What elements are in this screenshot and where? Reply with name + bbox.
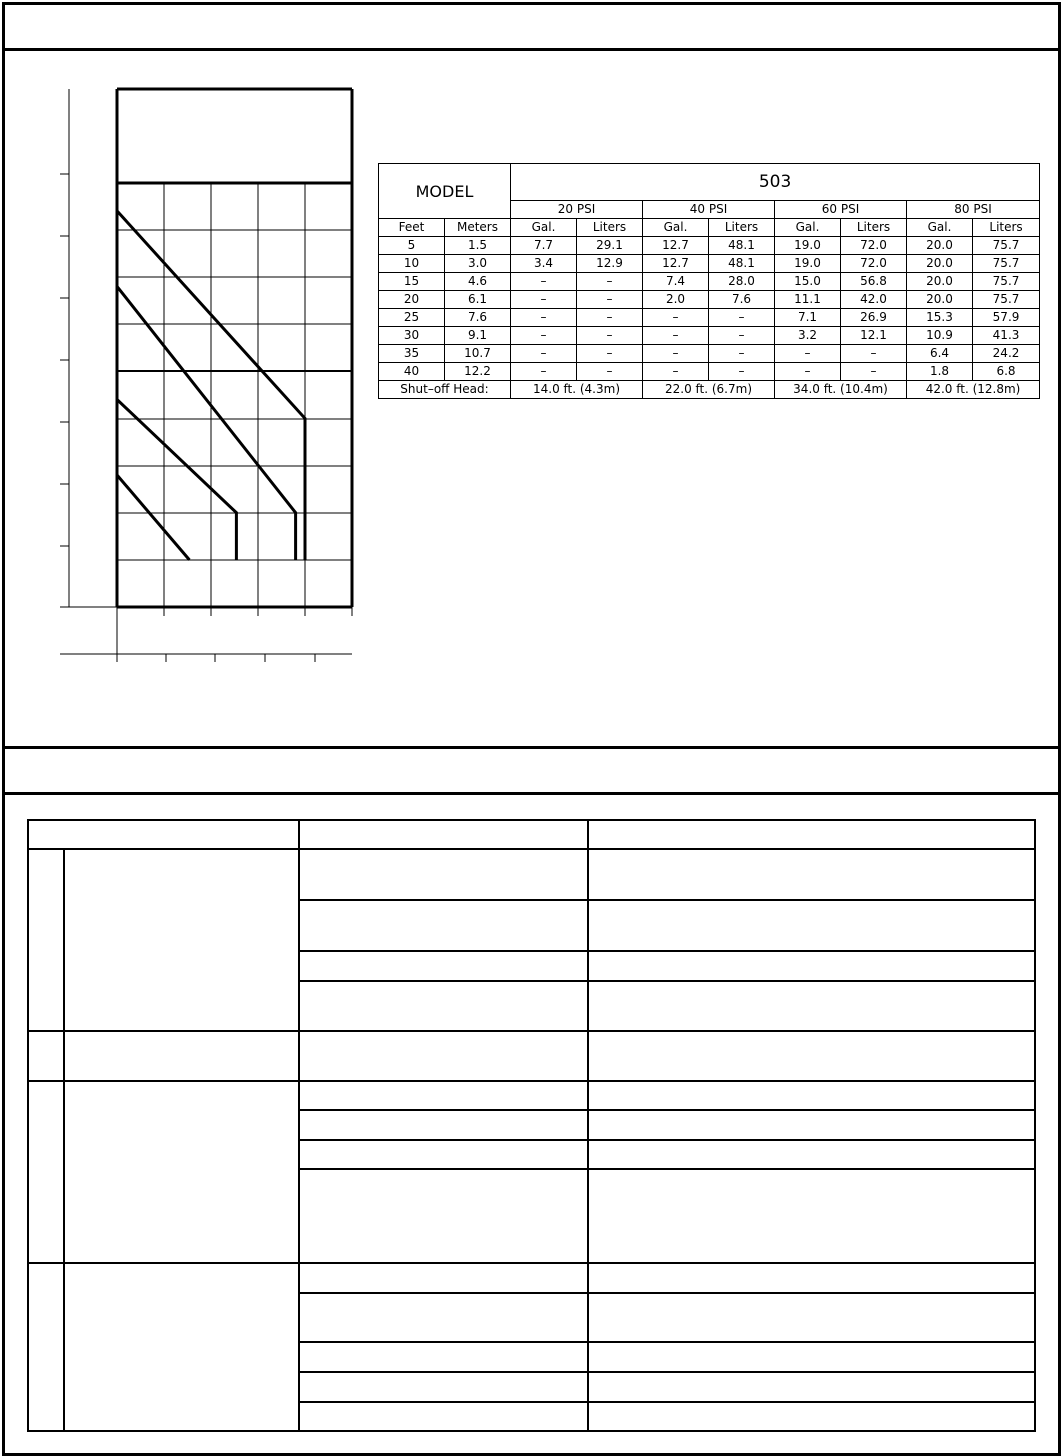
table-cell: – xyxy=(511,291,577,309)
table-cell: 20.0 xyxy=(907,273,973,291)
table-cell: – xyxy=(577,273,643,291)
cause-cell xyxy=(299,1372,588,1402)
column-header: Liters xyxy=(709,219,775,237)
remedy-cell xyxy=(588,981,1035,1031)
table-cell: 12.1 xyxy=(841,327,907,345)
table-cell: 28.0 xyxy=(709,273,775,291)
column-header: Liters xyxy=(577,219,643,237)
table-cell: – xyxy=(643,345,709,363)
cause-cell xyxy=(299,1293,588,1342)
remedy-cell xyxy=(588,1081,1035,1110)
table-row xyxy=(28,849,1035,900)
table-row xyxy=(379,291,1040,309)
table-cell: – xyxy=(577,363,643,381)
table-cell: 20.0 xyxy=(907,237,973,255)
table-cell: – xyxy=(841,363,907,381)
table-cell: – xyxy=(511,273,577,291)
table-cell: – xyxy=(775,363,841,381)
table-cell: – xyxy=(709,363,775,381)
remedy-cell xyxy=(588,1372,1035,1402)
table-cell: 6.8 xyxy=(973,363,1040,381)
header-row xyxy=(28,820,1035,849)
table-cell: – xyxy=(511,327,577,345)
table-cell: 10 xyxy=(379,255,445,273)
shutoff-value: 14.0 ft. (4.3m) xyxy=(511,381,643,399)
table-cell: – xyxy=(841,345,907,363)
shutoff-label: Shut–off Head: xyxy=(379,381,511,399)
column-header: Gal. xyxy=(907,219,973,237)
table-cell: 40 xyxy=(379,363,445,381)
cause-cell xyxy=(299,1081,588,1110)
table-cell: 1.8 xyxy=(907,363,973,381)
table-cell: 75.7 xyxy=(973,273,1040,291)
table-cell: 10.9 xyxy=(907,327,973,345)
table-cell: 12.9 xyxy=(577,255,643,273)
cause-cell xyxy=(299,1402,588,1431)
pressure-header: 80 PSI xyxy=(907,201,1040,219)
cause-cell xyxy=(299,981,588,1031)
column-header: Liters xyxy=(973,219,1040,237)
shutoff-row xyxy=(379,381,1040,399)
cause-cell xyxy=(299,1031,588,1081)
table-cell: 4.6 xyxy=(445,273,511,291)
shutoff-value: 42.0 ft. (12.8m) xyxy=(907,381,1040,399)
pressure-header: 20 PSI xyxy=(511,201,643,219)
model-number: 503 xyxy=(511,164,1040,201)
table-cell: 7.7 xyxy=(511,237,577,255)
cause-cell xyxy=(299,849,588,900)
table-cell: 42.0 xyxy=(841,291,907,309)
number-cell xyxy=(28,1031,64,1081)
table-cell: 6.4 xyxy=(907,345,973,363)
table-cell: – xyxy=(511,363,577,381)
problem-cell xyxy=(64,1081,299,1263)
table-cell: – xyxy=(643,363,709,381)
performance-rows xyxy=(379,237,1040,381)
table-cell: – xyxy=(577,327,643,345)
column-header: Gal. xyxy=(643,219,709,237)
chart-axes xyxy=(60,89,352,662)
table-cell: 56.8 xyxy=(841,273,907,291)
column-header: Feet xyxy=(379,219,445,237)
table-cell: – xyxy=(577,291,643,309)
table-cell: 11.1 xyxy=(775,291,841,309)
table-cell: 12.7 xyxy=(643,237,709,255)
table-cell: 72.0 xyxy=(841,255,907,273)
table-cell: 26.9 xyxy=(841,309,907,327)
table-cell: – xyxy=(577,309,643,327)
table-cell: 9.1 xyxy=(445,327,511,345)
remedy-cell xyxy=(588,900,1035,951)
number-cell xyxy=(28,849,64,1031)
table-cell: 12.7 xyxy=(643,255,709,273)
table-cell: 75.7 xyxy=(973,291,1040,309)
table-cell: – xyxy=(709,345,775,363)
table-cell: – xyxy=(577,345,643,363)
table-cell: 30 xyxy=(379,327,445,345)
remedy-cell xyxy=(588,1263,1035,1293)
troubleshooting-table xyxy=(27,819,1036,1432)
problem-cell xyxy=(64,1263,299,1431)
table-cell: 7.6 xyxy=(445,309,511,327)
table-cell: 19.0 xyxy=(775,237,841,255)
remedy-cell xyxy=(588,1031,1035,1081)
table-cell: 15 xyxy=(379,273,445,291)
shutoff-value: 34.0 ft. (10.4m) xyxy=(775,381,907,399)
table-row xyxy=(379,237,1040,255)
remedy-cell xyxy=(588,1169,1035,1263)
table-row xyxy=(379,345,1040,363)
cause-cell xyxy=(299,1110,588,1140)
cause-cell xyxy=(299,951,588,981)
table-cell: 7.4 xyxy=(643,273,709,291)
cause-cell xyxy=(299,1263,588,1293)
table-row xyxy=(379,363,1040,381)
cause-cell xyxy=(299,900,588,951)
pressure-header: 60 PSI xyxy=(775,201,907,219)
remedy-cell xyxy=(588,1293,1035,1342)
cause-cell xyxy=(299,1342,588,1372)
column-header-row xyxy=(379,219,1040,237)
table-cell: – xyxy=(775,345,841,363)
table-row xyxy=(379,327,1040,345)
section-header-divider xyxy=(2,792,1060,795)
table-cell: 3.0 xyxy=(445,255,511,273)
cause-cell xyxy=(299,1169,588,1263)
remedy-cell xyxy=(588,1110,1035,1140)
table-row xyxy=(28,1031,1035,1081)
shutoff-value: 22.0 ft. (6.7m) xyxy=(643,381,775,399)
table-cell: 1.5 xyxy=(445,237,511,255)
table-cell: – xyxy=(643,327,709,345)
table-cell: 12.2 xyxy=(445,363,511,381)
table-cell: 48.1 xyxy=(709,255,775,273)
table-cell: 29.1 xyxy=(577,237,643,255)
column-header: Gal. xyxy=(511,219,577,237)
remedy-cell xyxy=(588,951,1035,981)
header-cell xyxy=(28,820,299,849)
table-cell: 10.7 xyxy=(445,345,511,363)
table-row xyxy=(379,273,1040,291)
table-cell: 20.0 xyxy=(907,291,973,309)
number-cell xyxy=(28,1081,64,1263)
table-cell: 41.3 xyxy=(973,327,1040,345)
table-cell: 72.0 xyxy=(841,237,907,255)
table-cell: 3.2 xyxy=(775,327,841,345)
table-cell: – xyxy=(709,327,775,345)
table-cell: – xyxy=(709,309,775,327)
table-cell: 5 xyxy=(379,237,445,255)
column-header: Gal. xyxy=(775,219,841,237)
table-cell: 15.0 xyxy=(775,273,841,291)
remedy-cell xyxy=(588,1402,1035,1431)
table-cell: 3.4 xyxy=(511,255,577,273)
table-cell: 2.0 xyxy=(643,291,709,309)
problem-cell xyxy=(64,1031,299,1081)
table-cell: 24.2 xyxy=(973,345,1040,363)
header-cell xyxy=(299,820,588,849)
problem-cell xyxy=(64,849,299,1031)
table-cell: 15.3 xyxy=(907,309,973,327)
table-cell: 19.0 xyxy=(775,255,841,273)
table-cell: 75.7 xyxy=(973,255,1040,273)
column-header: Liters xyxy=(841,219,907,237)
header-cell xyxy=(588,820,1035,849)
table-cell: 48.1 xyxy=(709,237,775,255)
number-cell xyxy=(28,1263,64,1431)
table-cell: – xyxy=(643,309,709,327)
table-cell: 57.9 xyxy=(973,309,1040,327)
model-label: MODEL xyxy=(379,164,511,219)
table-cell: – xyxy=(511,309,577,327)
pressure-header: 40 PSI xyxy=(643,201,775,219)
remedy-cell xyxy=(588,849,1035,900)
pump-curve-0 xyxy=(117,475,189,560)
table-cell: 7.6 xyxy=(709,291,775,309)
table-cell: 20 xyxy=(379,291,445,309)
cause-cell xyxy=(299,1140,588,1169)
table-cell: 25 xyxy=(379,309,445,327)
remedy-cell xyxy=(588,1140,1035,1169)
table-row xyxy=(28,1263,1035,1293)
pump-curve-1 xyxy=(117,400,236,560)
table-row xyxy=(379,309,1040,327)
table-row xyxy=(379,255,1040,273)
table-cell: 35 xyxy=(379,345,445,363)
table-cell: – xyxy=(511,345,577,363)
performance-table xyxy=(378,163,1040,399)
remedy-cell xyxy=(588,1342,1035,1372)
table-row xyxy=(28,1081,1035,1110)
table-cell: 75.7 xyxy=(973,237,1040,255)
column-header: Meters xyxy=(445,219,511,237)
table-cell: 20.0 xyxy=(907,255,973,273)
table-cell: 7.1 xyxy=(775,309,841,327)
table-cell: 6.1 xyxy=(445,291,511,309)
